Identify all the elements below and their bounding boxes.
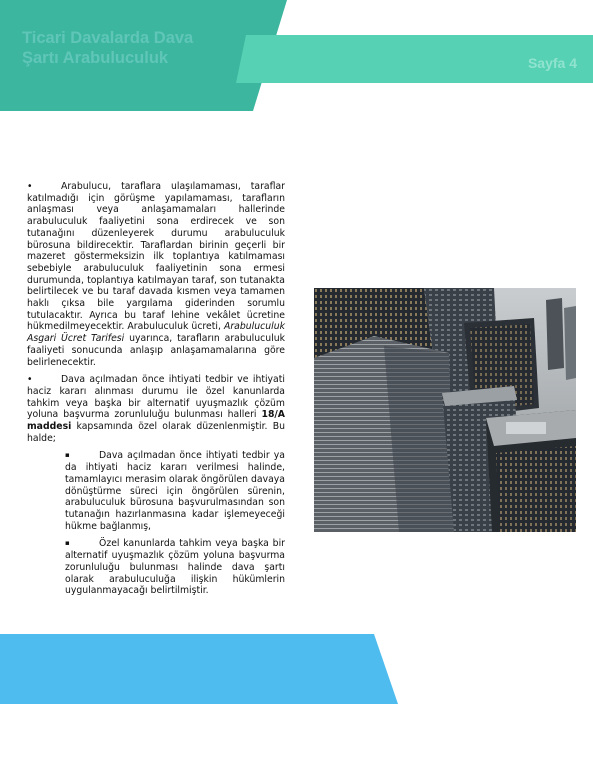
footer-band	[0, 634, 593, 704]
sub-item-1	[65, 450, 285, 532]
roof-unit	[506, 422, 546, 434]
front-right-windows	[496, 446, 576, 532]
square-bullet-icon: ▪	[65, 539, 70, 548]
city-skyscrapers-photo	[314, 288, 576, 532]
body-text	[27, 181, 285, 603]
bullet-icon: •	[27, 181, 33, 192]
far-tower-right	[546, 298, 564, 370]
page-number: Sayfa 4	[527, 55, 577, 71]
title-line-1: Ticari Davalarda Dava	[22, 29, 194, 47]
square-bullet-icon: ▪	[65, 451, 70, 460]
title-line-2: Şartı Arabuluculuk	[22, 49, 169, 67]
paragraph-2-text-b: kapsamında özel olarak düzenlenmiştir. Bu halde;	[27, 421, 285, 444]
sub-item-1-text: Dava açılmadan önce ihtiyati tedbir ya da ihtiyati haciz kararı verilmesi halinde, tamamlayıcı merasim olarak öngörülen davaya dönüştürme süreci için öngörülen sürenin, arabuluculuk bürosuna başvurulmasından son tutanağın hazırlanmasına kadar işlemeyeceği hükme bağlanmış,	[65, 450, 285, 532]
paragraph-1-text-b: uyarınca, tarafların arabuluculuk faaliyeti sonucunda anlaşıp anlaşamamalarına göre belirlenecektir.	[27, 333, 285, 368]
bullet-icon: •	[27, 374, 33, 386]
paragraph-2-bold: 18/A maddesi	[27, 409, 285, 433]
paragraph-1-italic: Arabuluculuk Asgari Ücret Tarifesi	[27, 321, 285, 345]
paragraph-2-text-a: Dava açılmadan önce ihtiyati tedbir ve ihtiyati haciz kararı alınması durumu ile özel kanunlarda tahkim veya başka bir alternatif uyuşmazlık çözüm yoluna başvurma zorunluluğu bulunması halleri	[27, 374, 285, 421]
sub-item-2	[65, 538, 285, 597]
footer-blue-shape	[0, 634, 398, 704]
document-title	[22, 28, 252, 68]
sub-item-2-text: Özel kanunlarda tahkim veya başka bir alternatif uyuşmazlık çözüm yoluna başvurma zorunluluğu bulunması halinde dava şartı olarak arabuluculuğa ilişkin hükümlerin uygulanmayacağı belirtilmiştir.	[65, 538, 285, 597]
far-tower-right-2	[564, 306, 576, 380]
paragraph-1-text-a: Arabulucu, taraflara ulaşılamaması, taraflar katılmadığı için görüşme yapılamaması, tarafların anlaşması veya anlaşamamaları hallerinde arabuluculuk faaliyetini sona erdirecek ve son tutanağını düzenleyerek durumu arabuluculuk bürosuna bildirecektir. Taraflardan birinin geçerli bir mazeret göstermeksizin ilk toplantıya katılmaması sebebiyle arabuluculuk faaliyetinin sona ermesi durumunda, toplantıya katılmayan taraf, son tutanakta belirtilecek ve bu taraf davada kısmen veya tamamen haklı çıksa bile yargılama giderinden sorumlu tutulacaktır. Ayrıca bu taraf lehine vekâlet ücretine hükmedilmeyecektir. Arabuluculuk ücreti,	[27, 181, 285, 333]
paragraph-2	[27, 374, 285, 444]
paragraph-1	[27, 181, 285, 368]
